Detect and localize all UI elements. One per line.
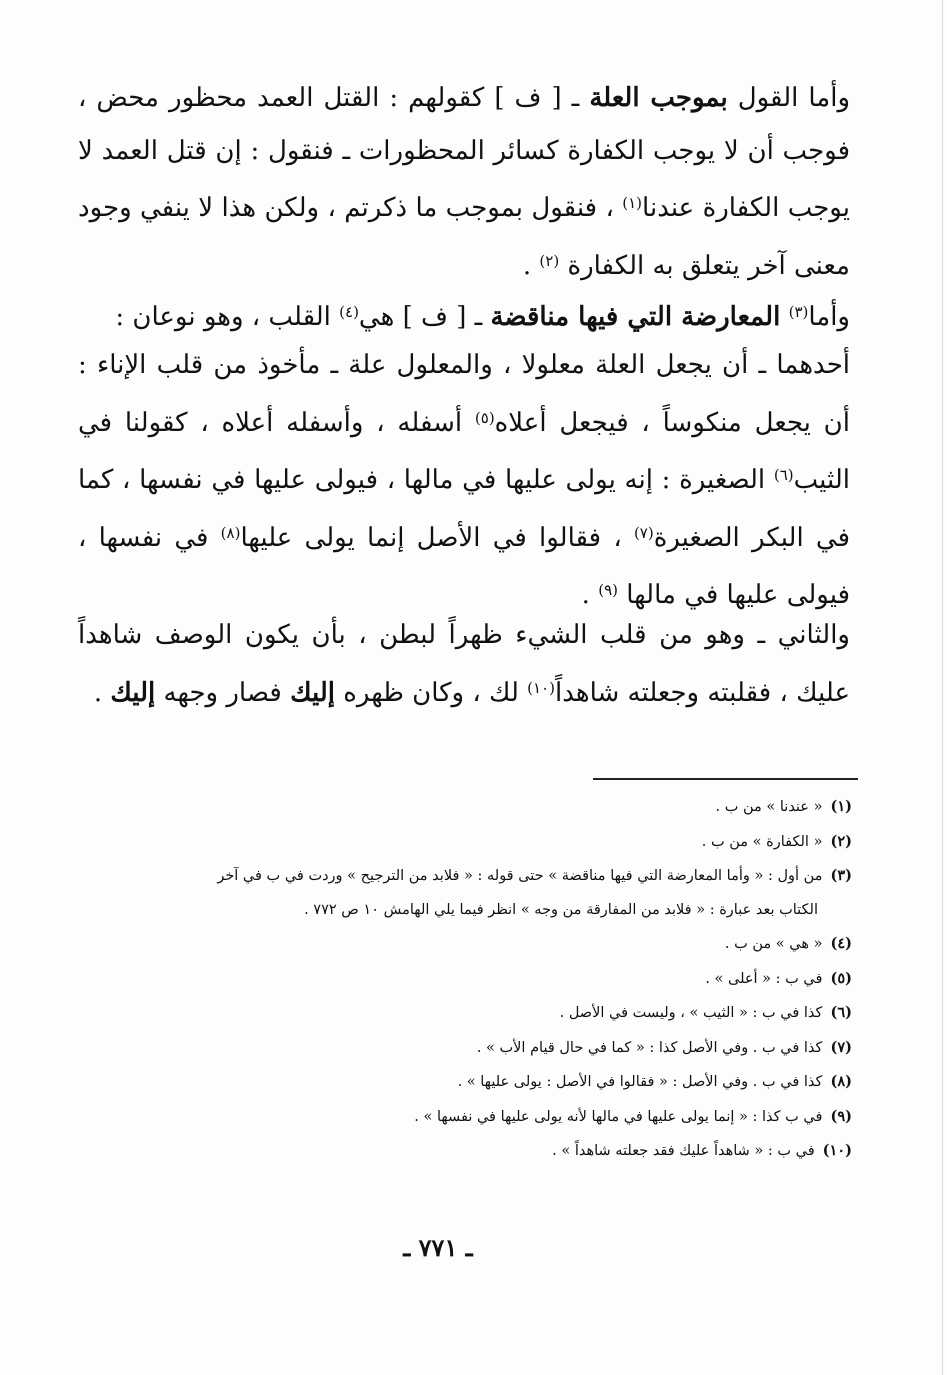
- footnote-number: (٨): [830, 1073, 852, 1090]
- footnote-8: [62, 1065, 852, 1100]
- footnote-text: من أول : « وأما المعارضة التي فيها مناقضة » حتى قوله : « فلابد من الترجيح » وردت في ب في آخر: [217, 868, 823, 884]
- page-edge-line: [942, 0, 943, 1375]
- text-run: وأما: [808, 302, 850, 332]
- footnote-10: [62, 1134, 852, 1169]
- footnote-text: « هي » من ب .: [724, 936, 823, 952]
- footnote-number: (٧): [830, 1038, 852, 1056]
- footnote-text: كذا في ب . وفي الأصل كذا : « كما في حال قيام الأب » .: [476, 1039, 823, 1056]
- footnote-reference: (٥): [474, 408, 495, 427]
- footnote-number: (٥): [830, 969, 852, 987]
- footnote-separator: [593, 778, 858, 780]
- bold-term: بموجب العلة: [589, 83, 728, 113]
- footnote-5: [62, 962, 852, 997]
- footnote-7: [62, 1031, 852, 1066]
- footnote-reference: (٣): [788, 303, 809, 321]
- footnote-reference: (٩): [598, 581, 618, 599]
- paragraph-2: [78, 286, 850, 344]
- footnote-4: [62, 927, 852, 962]
- text-run: ـ [ ف ] كقولهم : القتل العمد محظور محض ، فوجب أن لا يوجب الكفارة كسائر المحظورات ـ فنقول : إن قتل العمد لا يوجب الكفارة عندنا: [78, 83, 850, 223]
- text-run: أسفله ، وأسفله أعلاه ، كقولنا في الثيب: [78, 407, 850, 495]
- footnote-number: (٤): [830, 935, 852, 952]
- footnote-1: [62, 790, 852, 825]
- footnote-text: « عندنا » من ب .: [715, 799, 823, 815]
- text-run: .: [522, 250, 540, 281]
- paragraph-4: [78, 609, 850, 719]
- text-run: في نفسها ، فيولى عليها في مالها: [78, 522, 850, 610]
- text-run: .: [581, 580, 599, 610]
- footnote-number: (٩): [830, 1107, 852, 1125]
- text-run: [780, 302, 788, 332]
- footnote-text: في ب : « أعلى » .: [705, 970, 823, 987]
- text-run: ـ [ ف ] هي: [358, 302, 491, 332]
- footnote-text: في ب : « شاهداً عليك فقد جعلته شاهداً » .: [552, 1143, 815, 1159]
- footnotes: [62, 790, 852, 1169]
- text-run: والثاني ـ وهو من قلب الشيء ظهراً لبطن ، بأن يكون الوصف شاهداً عليك ، فقلبته وجعلته شاهداً: [78, 620, 850, 708]
- text-run: الصغيرة : إنه يولى عليها في مالها ، فيولى عليها في نفسها ، كما في البكر الصغيرة: [78, 465, 851, 553]
- text-run: لك ، وكان ظهره: [334, 677, 528, 708]
- footnote-reference: (٤): [339, 303, 359, 321]
- footnote-text: « الكفارة » من ب .: [701, 833, 823, 850]
- footnote-3-continuation: الكتاب بعد عبارة : « فلابد من المفارقة من وجه » انظر فيما يلي الهامش ١٠ ص ٧٧٢ .: [304, 901, 818, 918]
- footnote-number: (١): [830, 798, 852, 815]
- bold-term: إليك: [290, 677, 335, 708]
- footnote-reference: (٦): [773, 466, 794, 484]
- footnote-reference: (٢): [539, 251, 560, 270]
- footnote-reference: (٨): [220, 523, 241, 542]
- footnote-number: (٣): [830, 867, 852, 884]
- footnote-9: [62, 1100, 852, 1135]
- text-run: ، فقالوا في الأصل إنما يولى عليها: [240, 522, 634, 553]
- footnote-text: في ب كذا : « إنما يولى عليها في مالها لأنه يولى عليها في نفسها » .: [414, 1108, 823, 1125]
- paragraph-1: [78, 72, 850, 292]
- text-run: القلب ، وهو نوعان :: [115, 302, 340, 332]
- footnote-text: كذا في ب . وفي الأصل : « فقالوا في الأصل : يولى عليها » .: [457, 1074, 823, 1090]
- footnote-3: [62, 859, 852, 894]
- footnote-number: (٢): [830, 832, 852, 850]
- text-run: فصار وجهه: [155, 677, 291, 708]
- footnote-number: (١٠): [822, 1142, 852, 1159]
- text-run: .: [93, 677, 111, 708]
- bold-term: المعارضة التي فيها مناقضة: [490, 302, 781, 332]
- footnote-reference: (١٠): [527, 678, 555, 697]
- page-number: ـ ٧٧١ ـ: [403, 1233, 473, 1262]
- footnote-number: (٦): [830, 1004, 852, 1021]
- bold-term: إليك: [110, 677, 156, 708]
- text-run: أحدهما ـ أن يجعل العلة معلولا ، والمعلول علة ـ مأخوذ من قلب الإناء : أن يجعل منكوساً ، فيجعل أعلاه: [78, 350, 851, 438]
- text-run: ، فنقول بموجب ما ذكرتم ، ولكن هذا لا ينفي وجود معنى آخر يتعلق به الكفارة: [78, 193, 850, 281]
- footnote-text: كذا في ب : « الثيب » ، وليست في الأصل .: [559, 1005, 823, 1021]
- text-run: وأما القول: [727, 83, 850, 113]
- footnote-reference: (٧): [633, 523, 654, 542]
- footnote-2: [62, 825, 852, 860]
- paragraph-3: [78, 339, 850, 622]
- footnote-6: [62, 996, 852, 1031]
- footnote-reference: (١): [622, 194, 643, 212]
